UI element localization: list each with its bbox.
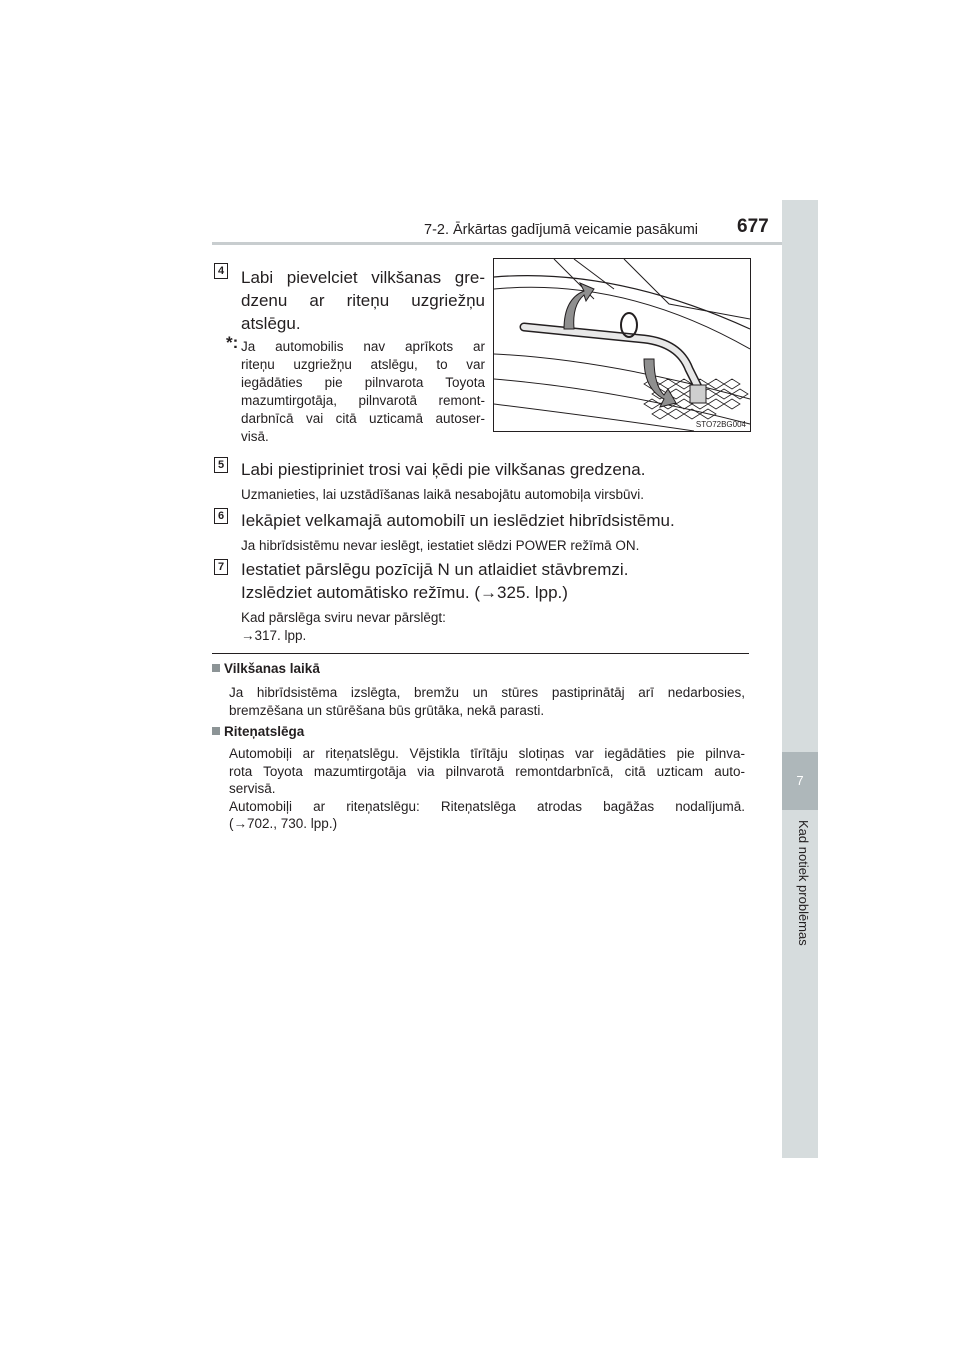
footnote-line: Ja automobilis nav aprīkots ar bbox=[241, 339, 485, 354]
step-5-text: Labi piestipriniet trosi vai ķēdi pie vilkšanas gredzena. bbox=[241, 460, 646, 479]
step-7-note-line: Kad pārslēga sviru nevar pārslēgt: bbox=[241, 610, 446, 625]
step-4-line: dzenu ar riteņu uzgriežņu bbox=[241, 291, 485, 310]
footnote-line: visā. bbox=[241, 429, 269, 444]
section-body-towing bbox=[229, 684, 745, 719]
section-divider bbox=[212, 653, 749, 654]
chapter-label: Kad notiek problēmas bbox=[796, 820, 811, 946]
step-number-6: 6 bbox=[214, 508, 228, 524]
page-number: 677 bbox=[737, 216, 769, 237]
step-7-line: Izslēdziet automātisko režīmu. (→325. lpp.) bbox=[241, 583, 568, 602]
step-number-5: 5 bbox=[214, 457, 228, 473]
footnote-line: iegādāties pie pilnvarota Toyota bbox=[241, 375, 485, 390]
section-line: Ja hibrīdsistēma izslēgta, bremžu un stūres pastiprinātāj arī nedarbosies, bbox=[229, 685, 745, 700]
step-7-note-line: →317. lpp. bbox=[241, 628, 307, 643]
header-divider bbox=[212, 242, 818, 245]
section-line: Automobiļi ar riteņatslēgu: Riteņatslēga atrodas bagāžas nodalījumā. bbox=[229, 798, 745, 814]
figure-code: STO72BG004 bbox=[695, 420, 746, 429]
section-heading-wrench bbox=[212, 724, 304, 739]
towing-eye-drawing bbox=[494, 259, 750, 431]
step-number-7: 7 bbox=[214, 559, 228, 575]
section-heading-towing bbox=[212, 661, 320, 676]
section-line: Automobiļi ar riteņatslēgu. Vējstikla tīrītāju slotiņas var iegādāties pie pilnva- bbox=[229, 746, 745, 761]
step-number-4: 4 bbox=[214, 263, 228, 279]
step-4-text bbox=[241, 266, 485, 335]
section-line: (→702., 730. lpp.) bbox=[229, 816, 338, 831]
chapter-side-tab bbox=[782, 200, 818, 1158]
section-heading-text: Vilkšanas laikā bbox=[224, 661, 320, 676]
towing-eye-illustration bbox=[493, 258, 751, 432]
footnote-line: mazumtirgotāja, pilnvarotā remont- bbox=[241, 393, 485, 408]
step-6-note: Ja hibrīdsistēmu nevar ieslēgt, iestatiet slēdzi POWER režīmā ON. bbox=[241, 538, 640, 553]
step-7-text bbox=[241, 558, 628, 604]
step-5-note: Uzmanieties, lai uzstādīšanas laikā nesabojātu automobiļa virsbūvi. bbox=[241, 487, 644, 502]
footnote-mark: *: bbox=[226, 333, 239, 352]
step-4-line: Labi pievelciet vilkšanas gre- bbox=[241, 268, 485, 287]
step-6-text: Iekāpiet velkamajā automobilī un ieslēdziet hibrīdsistēmu. bbox=[241, 511, 675, 530]
step-4-footnote bbox=[241, 338, 485, 446]
footnote-line: darbnīcā vai citā uzticamā autoser- bbox=[241, 411, 485, 426]
footnote-line: riteņu uzgriežņu atslēgu, to var bbox=[241, 357, 485, 372]
section-body-wrench bbox=[229, 745, 745, 833]
chapter-number: 7 bbox=[782, 752, 818, 810]
bullet-square-icon bbox=[212, 664, 220, 672]
section-line: bremzēšana un stūrēšana būs grūtāka, nekā parasti. bbox=[229, 702, 545, 718]
section-line: rota Toyota mazumtirgotāja via pilnvarotā remontdarbnīcā, citā uzticam auto- bbox=[229, 763, 745, 779]
section-title: 7-2. Ārkārtas gadījumā veicamie pasākumi bbox=[424, 222, 699, 238]
bullet-square-icon bbox=[212, 727, 220, 735]
step-7-note bbox=[241, 609, 446, 645]
step-4-line: atslēgu. bbox=[241, 314, 301, 333]
section-line: servisā. bbox=[229, 781, 276, 796]
section-heading-text: Riteņatslēga bbox=[224, 724, 305, 739]
step-7-line: Iestatiet pārslēgu pozīcijā N un atlaidiet stāvbremzi. bbox=[241, 560, 629, 579]
